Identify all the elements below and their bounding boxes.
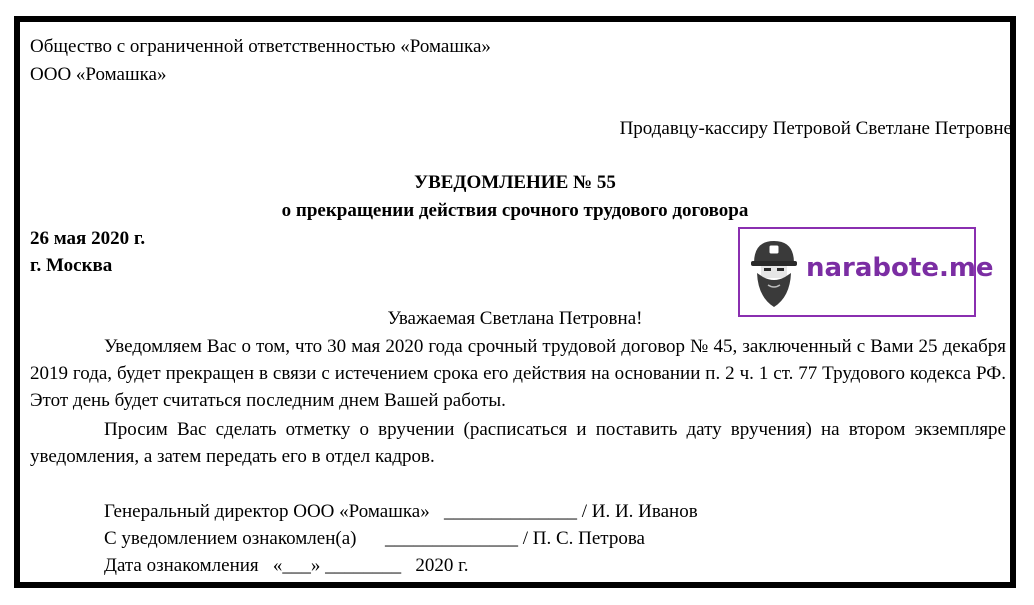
logo-text: narabote.me — [806, 253, 994, 283]
paragraph-1: Уведомляем Вас о том, что 30 мая 2020 года срочный трудовой договор № 45, заключенный с Вами 25 декабря 2019 года, будет прекращен в связи с истечением срока его действия на основании п. 2 ч. 1 ст. 77 Трудового кодекса РФ. Этот день будет считаться последним днем Вашей работы. — [30, 336, 1006, 411]
acknowledgement-signature-line — [104, 528, 645, 550]
org-full-name: Общество с ограниченной ответственностью «Ромашка» — [30, 36, 491, 57]
document-city: г. Москва — [30, 255, 113, 276]
paragraph-2: Просим Вас сделать отметку о вручении (расписаться и поставить дату вручения) на втором экземпляре уведомления, а затем передать его в отдел кадров. — [30, 419, 1006, 467]
document-date: 26 мая 2020 г. — [30, 228, 146, 249]
date-month-blank: ________ — [325, 555, 402, 576]
director-signature-blank: ______________ — [443, 501, 577, 522]
acknowledgement-date-line — [104, 555, 469, 577]
addressee: Продавцу-кассиру Петровой Светлане Петровне — [619, 118, 1012, 139]
director-name: / И. И. Иванов — [581, 501, 698, 522]
date-year: 2020 г. — [415, 555, 469, 576]
acknowledgement-label: С уведомлением ознакомлен(а) — [104, 528, 357, 549]
document-title: УВЕДОМЛЕНИЕ № 55 — [414, 172, 616, 193]
acknowledgement-signature-blank: ______________ — [384, 528, 518, 549]
date-label: Дата ознакомления — [104, 555, 259, 576]
narabote-logo — [738, 227, 994, 317]
date-day-blank: «___» — [272, 555, 321, 576]
miner-bearded-man-icon — [748, 235, 800, 309]
org-short-name: ООО «Ромашка» — [30, 64, 167, 85]
director-label: Генеральный директор ООО «Ромашка» — [104, 501, 430, 522]
document-subtitle: о прекращении действия срочного трудового договора — [281, 200, 749, 221]
document-page — [14, 16, 1016, 588]
acknowledgement-name: / П. С. Петрова — [522, 528, 645, 549]
director-signature-line — [104, 501, 698, 523]
greeting: Уважаемая Светлана Петровна! — [387, 308, 643, 329]
